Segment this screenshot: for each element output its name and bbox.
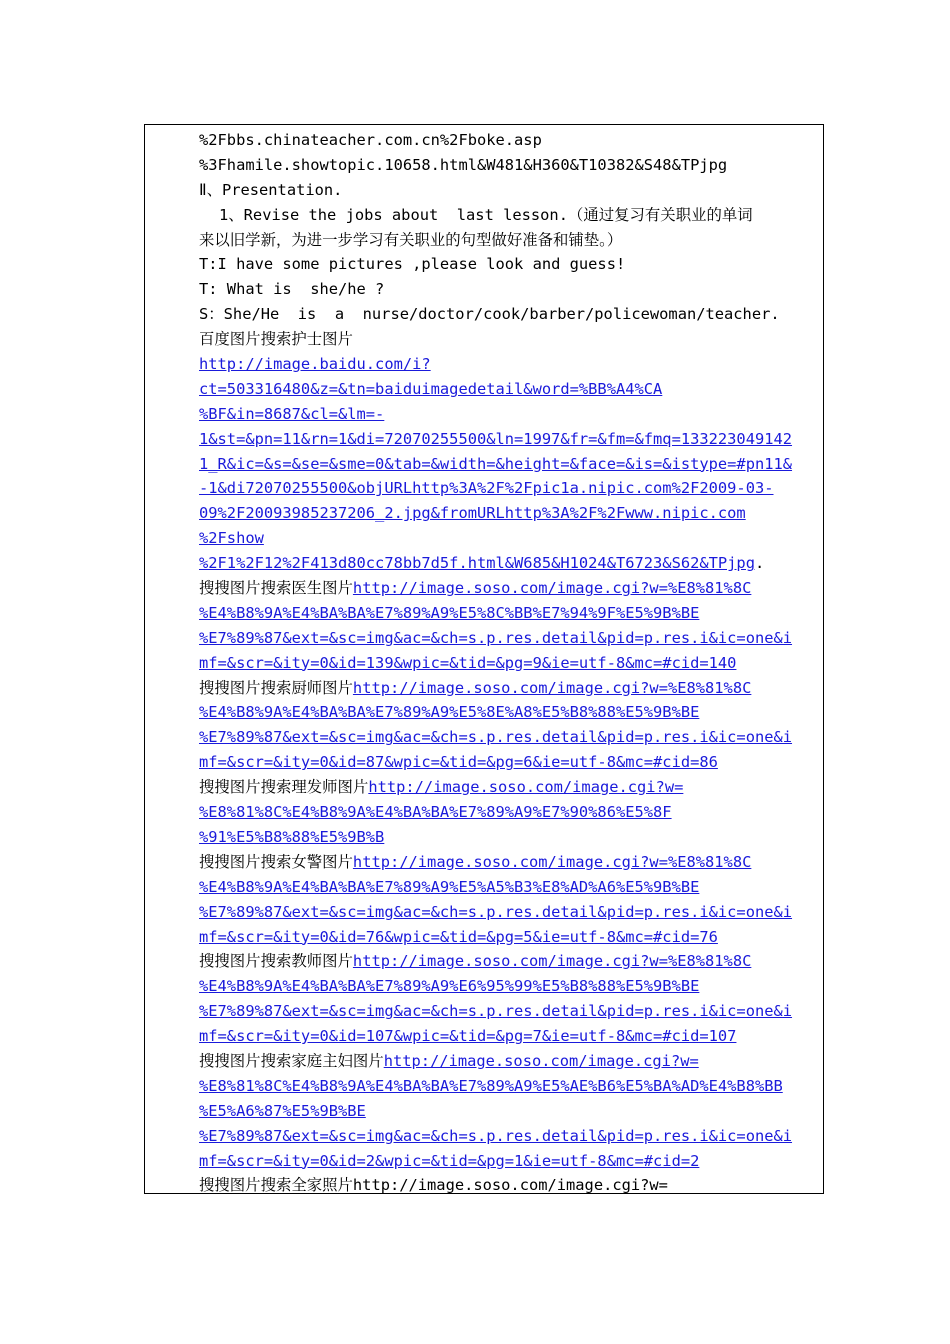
text-line [199, 327, 819, 352]
url-link[interactable]: %2Fshow [199, 529, 264, 548]
line-text: 搜搜图片搜索全家照片http://image.soso.com/image.cgi?w= [199, 1176, 668, 1194]
text-line [199, 825, 819, 850]
cell-content [199, 128, 819, 1194]
url-link[interactable]: %BF&in=8687&cl=&lm=- [199, 404, 385, 423]
line-text: S：She/He is a nurse/doctor/cook/barber/policewoman/teacher. [199, 305, 780, 324]
text-line [199, 452, 819, 477]
text-line [199, 1024, 819, 1049]
line-text: 1、Revise the jobs about last lesson.（通过复习有关职业的单词 [219, 205, 753, 224]
text-line [199, 999, 819, 1024]
text-line [199, 1099, 819, 1124]
text-line [199, 228, 819, 253]
url-link[interactable]: %E4%B8%9A%E4%BA%BA%E7%89%A9%E5%8E%A8%E5%B8%88%E5%9B%BE [199, 703, 700, 722]
text-line [199, 974, 819, 999]
text-line [199, 526, 819, 551]
text-line [199, 501, 819, 526]
text-line [199, 700, 819, 725]
url-link[interactable]: http://image.soso.com/image.cgi?w= [368, 778, 684, 797]
url-link[interactable]: http://image.soso.com/image.cgi?w=%E8%81%8C [352, 579, 752, 598]
text-line [199, 352, 819, 377]
text-line [199, 1074, 819, 1099]
text-line [199, 800, 819, 825]
text-line [199, 476, 819, 501]
url-link[interactable]: 09%2F20093985237206_2.jpg&fromURLhttp%3A%2F%2Fwww.nipic.com [199, 504, 746, 523]
url-link[interactable]: -1&di72070255500&objURLhttp%3A%2F%2Fpic1a.nipic.com%2F2009-03- [199, 479, 774, 498]
line-text: 来以旧学新，为进一步学习有关职业的句型做好准备和铺垫。） [199, 230, 623, 249]
url-link[interactable]: ct=503316480&z=&tn=baiduimagedetail&word=%BB%A4%CA [199, 379, 663, 398]
text-line [199, 750, 819, 775]
text-line [199, 551, 819, 576]
text-line [199, 128, 819, 153]
url-link[interactable]: %E4%B8%9A%E4%BA%BA%E7%89%A9%E6%95%99%E5%B8%88%E5%9B%BE [199, 977, 700, 996]
text-line [199, 427, 819, 452]
url-link[interactable]: %E7%89%87&ext=&sc=img&ac=&ch=s.p.res.detail&pid=p.res.i&ic=one&i [199, 1126, 793, 1145]
url-link[interactable]: %E7%89%87&ext=&sc=img&ac=&ch=s.p.res.detail&pid=p.res.i&ic=one&i [199, 902, 793, 921]
url-link[interactable]: %E7%89%87&ext=&sc=img&ac=&ch=s.p.res.detail&pid=p.res.i&ic=one&i [199, 1002, 793, 1021]
url-link[interactable]: %91%E5%B8%88%E5%9B%B [199, 827, 385, 846]
line-label: 搜搜图片搜索医生图片 [199, 579, 353, 598]
text-line [199, 1173, 819, 1194]
text-line [199, 949, 819, 974]
line-text: T:I have some pictures ,please look and guess! [199, 255, 626, 274]
url-link[interactable]: http://image.soso.com/image.cgi?w=%E8%81%8C [352, 952, 752, 971]
url-link[interactable]: %E4%B8%9A%E4%BA%BA%E7%89%A9%E5%8C%BB%E7%94%9F%E5%9B%BE [199, 603, 700, 622]
text-line [199, 402, 819, 427]
url-link[interactable]: mf=&scr=&ity=0&id=107&wpic=&tid=&pg=7&ie=utf-8&mc=#cid=107 [199, 1027, 737, 1046]
url-link[interactable]: %E4%B8%9A%E4%BA%BA%E7%89%A9%E5%A5%B3%E8%AD%A6%E5%9B%BE [199, 877, 700, 896]
text-line [199, 601, 819, 626]
text-line [199, 900, 819, 925]
url-link[interactable]: mf=&scr=&ity=0&id=2&wpic=&tid=&pg=1&ie=utf-8&mc=#cid=2 [199, 1151, 700, 1170]
text-line [199, 203, 819, 228]
line-text: Ⅱ、Presentation. [199, 180, 343, 199]
line-suffix: . [754, 554, 765, 573]
text-line [199, 277, 819, 302]
text-line [199, 925, 819, 950]
text-line [199, 178, 819, 203]
text-line [199, 377, 819, 402]
text-line [199, 1149, 819, 1174]
url-link[interactable]: http://image.soso.com/image.cgi?w=%E8%81%8C [352, 678, 752, 697]
url-link[interactable]: %E8%81%8C%E4%B8%9A%E4%BA%BA%E7%89%A9%E5%AE%B6%E5%BA%AD%E4%B8%BB [199, 1076, 783, 1095]
text-line [199, 252, 819, 277]
table-cell-frame [144, 124, 824, 1194]
text-line [199, 302, 819, 327]
url-link[interactable]: %E7%89%87&ext=&sc=img&ac=&ch=s.p.res.detail&pid=p.res.i&ic=one&i [199, 628, 793, 647]
url-link[interactable]: %2F1%2F12%2F413d80cc78bb7d5f.html&W685&H1024&T6723&S62&TPjpg [199, 554, 755, 573]
text-line [199, 850, 819, 875]
url-link[interactable]: %E5%A6%87%E5%9B%BE [199, 1101, 366, 1120]
url-link[interactable]: http://image.baidu.com/i? [199, 355, 431, 374]
line-text: 百度图片搜索护士图片 [199, 330, 353, 349]
text-line [199, 576, 819, 601]
url-link[interactable]: mf=&scr=&ity=0&id=87&wpic=&tid=&pg=6&ie=utf-8&mc=#cid=86 [199, 753, 718, 772]
text-line [199, 1124, 819, 1149]
line-label: 搜搜图片搜索厨师图片 [199, 678, 353, 697]
text-line [199, 725, 819, 750]
text-line [199, 875, 819, 900]
line-label: 搜搜图片搜索理发师图片 [199, 778, 369, 797]
url-link[interactable]: %E8%81%8C%E4%B8%9A%E4%BA%BA%E7%89%A9%E7%90%86%E5%8F [199, 803, 672, 822]
url-link[interactable]: http://image.soso.com/image.cgi?w= [383, 1051, 699, 1070]
url-link[interactable]: 1&st=&pn=11&rn=1&di=72070255500&ln=1997&fr=&fm=&fmq=133223049142 [199, 429, 793, 448]
url-link[interactable]: 1_R&ic=&s=&se=&sme=0&tab=&width=&height=&face=&is=&istype=#pn11& [199, 454, 793, 473]
text-line [199, 651, 819, 676]
line-text: T: What is she/he ? [199, 280, 385, 299]
text-line [199, 153, 819, 178]
line-label: 搜搜图片搜索女警图片 [199, 852, 353, 871]
url-link[interactable]: mf=&scr=&ity=0&id=76&wpic=&tid=&pg=5&ie=utf-8&mc=#cid=76 [199, 927, 718, 946]
url-link[interactable]: %E7%89%87&ext=&sc=img&ac=&ch=s.p.res.detail&pid=p.res.i&ic=one&i [199, 728, 793, 747]
text-line [199, 775, 819, 800]
text-line [199, 626, 819, 651]
line-label: 搜搜图片搜索家庭主妇图片 [199, 1051, 384, 1070]
text-line [199, 676, 819, 701]
url-link[interactable]: mf=&scr=&ity=0&id=139&wpic=&tid=&pg=9&ie=utf-8&mc=#cid=140 [199, 653, 737, 672]
line-text: %3Fhamile.showtopic.10658.html&W481&H360&T10382&S48&TPjpg [199, 155, 728, 174]
line-label: 搜搜图片搜索教师图片 [199, 952, 353, 971]
url-link[interactable]: http://image.soso.com/image.cgi?w=%E8%81%8C [352, 852, 752, 871]
line-text: %2Fbbs.chinateacher.com.cn%2Fboke.asp [199, 131, 542, 149]
text-line [199, 1049, 819, 1074]
